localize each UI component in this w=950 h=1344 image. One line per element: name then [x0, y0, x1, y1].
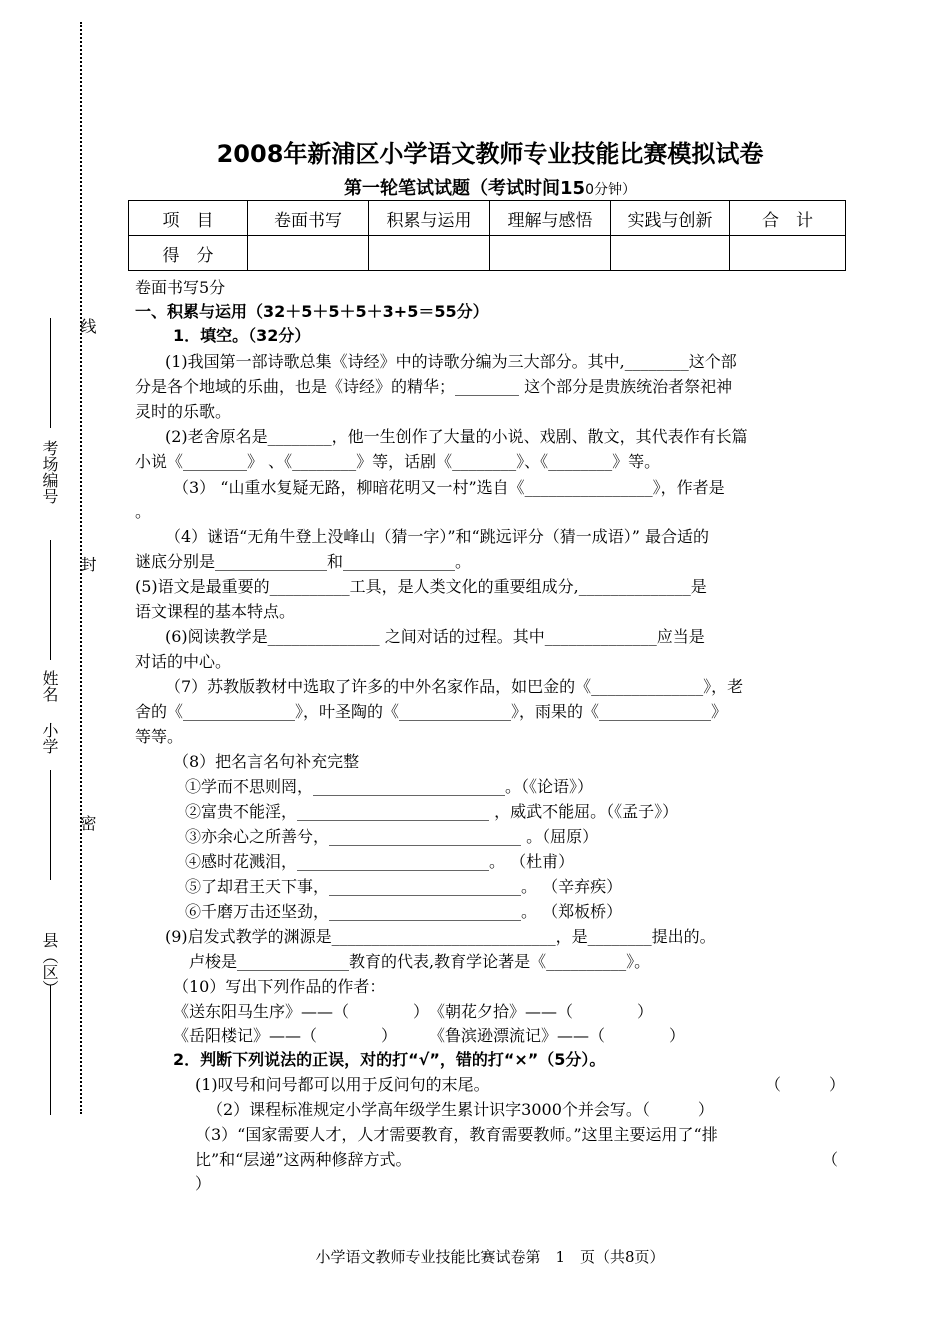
score-cell[interactable] — [730, 236, 846, 271]
author-item: 《送东阳马生序》——（ ） 《朝花夕拾》——（ ） — [173, 1002, 654, 1021]
seal-word-secret: 密 — [78, 815, 97, 831]
question-heading-judge: 2．判断下列说法的正误，对的打“√”，错的打“×”（5分）。 — [173, 1050, 606, 1069]
question-text: (1)我国第一部诗歌总集《诗经》中的诗歌分编为三大部分。其中,________这个部 — [165, 352, 737, 371]
school-label: 小学 — [40, 722, 59, 754]
quote-item: ②富贵不能淫，________________________ ，威武不能屈。（《孟子》） — [185, 802, 679, 821]
quote-item: ⑤了却君王天下事，________________________。 （辛弃疾） — [185, 877, 623, 896]
question-text: (5)语文是最重要的__________工具，是人类文化的重要组成分,______________是 — [135, 577, 707, 596]
page-title: 2008年新浦区小学语文教师专业技能比赛模拟试卷 — [216, 140, 764, 168]
question-text: 等等。 — [135, 727, 184, 746]
exam-number-blank — [50, 318, 51, 428]
question-text: （10）写出下列作品的作者： — [173, 977, 386, 996]
quote-item: ④感时花溅泪，________________________。 （杜甫） — [185, 852, 575, 871]
question-text: 灵时的乐歌。 — [135, 402, 232, 421]
question-text: （3） “山重水复疑无路，柳暗花明又一村”选自《________________》，作者是 — [173, 478, 725, 497]
county-label: 县（区） — [40, 932, 59, 996]
question-text: (6)阅读教学是______________ 之间对话的过程。其中______________应当是 — [165, 627, 705, 646]
question-text: 谜底分别是______________和______________。 — [135, 552, 472, 571]
score-table-score-row — [129, 236, 846, 271]
score-cell[interactable] — [248, 236, 369, 271]
judge-item: （2）课程标准规定小学高年级学生累计识字3000个并会写。（ ） — [207, 1100, 714, 1119]
page-footer: 小学语文教师专业技能比赛试卷第 1 页（共8页） — [315, 1248, 665, 1266]
score-cell[interactable] — [369, 236, 490, 271]
score-header-cell: 积累与运用 — [369, 201, 490, 236]
county-blank — [50, 985, 51, 1115]
quote-item: ③亦余心之所善兮，________________________ 。（屈原） — [185, 827, 599, 846]
judge-answer-bracket[interactable]: （ — [822, 1150, 839, 1169]
question-text: 对话的中心。 — [135, 652, 232, 671]
judge-answer-bracket[interactable]: （ ） — [765, 1075, 846, 1094]
question-text: （7）苏教版教材中选取了许多的中外名家作品，如巴金的《______________》，老 — [165, 677, 744, 696]
quote-item: ⑥千磨万击还坚劲，________________________。 （郑板桥） — [185, 902, 623, 921]
question-text: 。 — [135, 502, 152, 521]
score-table — [128, 200, 846, 271]
question-text: (9)启发式教学的渊源是____________________________，是________提出的。 — [165, 927, 716, 946]
seal-word-seal: 封 — [78, 556, 97, 572]
quote-item: ①学而不思则罔，________________________。（《论语》） — [185, 777, 594, 796]
question-heading-fill: 1．填空。（32分） — [173, 326, 311, 345]
score-cell[interactable] — [490, 236, 611, 271]
page-subtitle — [130, 174, 850, 200]
handwriting-score-note: 卷面书写5分 — [135, 278, 226, 297]
subtitle-main: 第一轮笔试试题（考试时间15 — [344, 178, 586, 199]
question-text: （8）把名言名句补充完整 — [173, 752, 360, 771]
score-header-cell: 项 目 — [129, 201, 248, 236]
subtitle-small: 0分钟） — [585, 182, 636, 198]
name-blank — [50, 540, 51, 660]
question-text: 分是各个地域的乐曲，也是《诗经》的精华；________ 这个部分是贵族统治者祭祀神 — [135, 377, 733, 396]
score-header-cell: 合 计 — [730, 201, 846, 236]
judge-answer-bracket-close: ） — [195, 1174, 212, 1193]
score-header-cell: 实践与创新 — [611, 201, 730, 236]
section-heading-1: 一、积累与运用（32＋5＋5＋5＋3+5＝55分） — [135, 302, 489, 321]
school-blank — [50, 770, 51, 880]
judge-item: (1)叹号和问号都可以用于反问句的末尾。 — [195, 1075, 490, 1094]
exam-number-label: 考场编号 — [40, 440, 59, 504]
question-text: （4）谜语“无角牛登上没峰山（猜一字）”和“跳远评分（猜一成语）” 最合适的 — [165, 527, 709, 546]
name-label: 姓名 — [40, 670, 59, 702]
score-row-label: 得 分 — [129, 236, 248, 271]
question-text: 小说《________》 、《________》等，话剧《________》、《________》等。 — [135, 452, 661, 471]
question-text: 卢梭是______________教育的代表,教育学论著是《__________》。 — [189, 952, 651, 971]
question-text: 语文课程的基本特点。 — [135, 602, 296, 621]
score-cell[interactable] — [611, 236, 730, 271]
question-text: (2)老舍原名是________，他一生创作了大量的小说、戏剧、散文，其代表作有长篇 — [165, 427, 748, 446]
question-text: 舍的《______________》，叶圣陶的《______________》，雨果的《______________》 — [135, 702, 728, 721]
score-header-cell: 理解与感悟 — [490, 201, 611, 236]
author-item: 《岳阳楼记》——（ ） 《鲁滨逊漂流记》——（ ） — [173, 1026, 686, 1045]
seal-word-line: 线 — [78, 318, 97, 334]
score-header-cell: 卷面书写 — [248, 201, 369, 236]
judge-item: 比”和“层递”这两种修辞方式。 — [195, 1150, 412, 1169]
judge-item: （3）“国家需要人才，人才需要教育，教育需要教师。”这里主要运用了“排 — [195, 1125, 718, 1144]
score-table-header-row — [129, 201, 846, 236]
